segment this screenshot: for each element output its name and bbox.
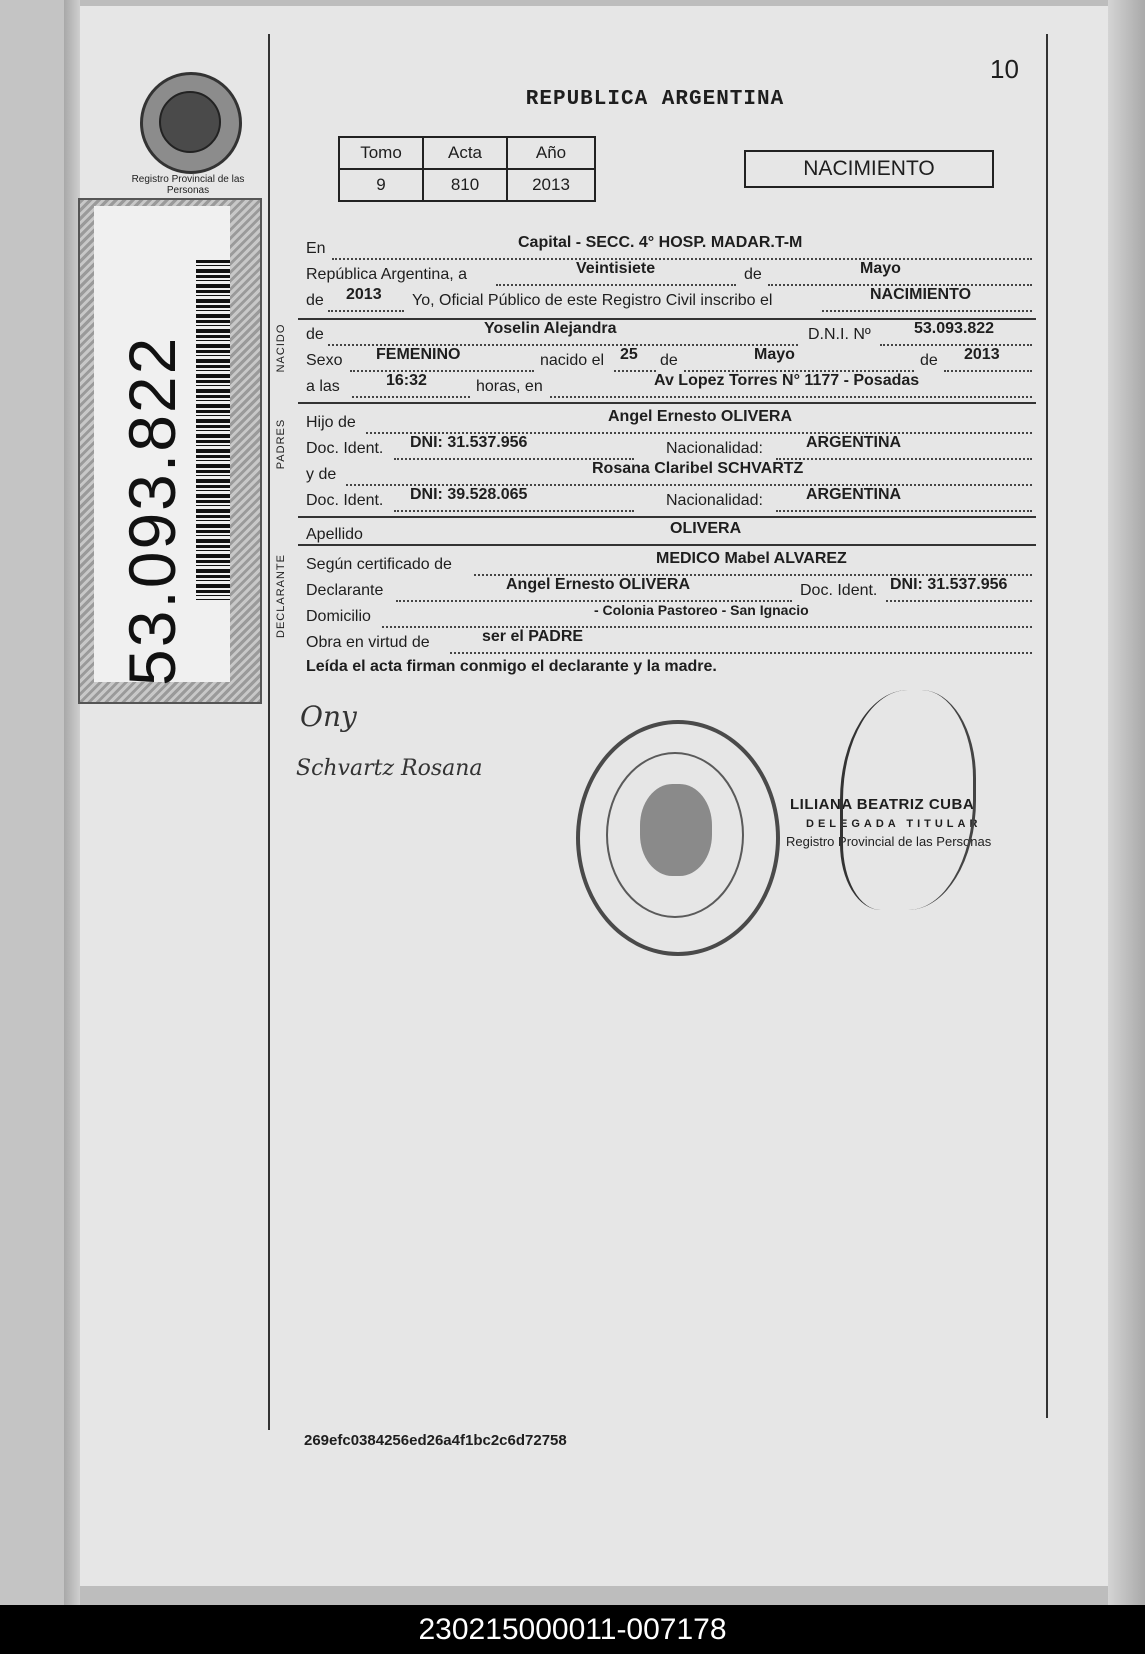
row-obra — [306, 628, 1032, 659]
label-yo-oficial: Yo, Oficial Público de este Registro Civil inscribo el — [412, 292, 773, 309]
label-de-anio: de — [920, 352, 938, 369]
label-de: de — [744, 266, 762, 283]
row-inscripcion — [306, 286, 1032, 317]
closing-statement: Leída el acta firman conmigo el declarante y la madre. — [306, 658, 717, 675]
barcode-icon — [196, 260, 230, 600]
registry-table-header — [339, 137, 595, 169]
margin-rule — [268, 34, 270, 1430]
value-sexo: FEMENINO — [376, 346, 461, 363]
label-segun-certificado: Según certificado de — [306, 556, 452, 573]
value-anio: 2013 — [507, 169, 595, 201]
value-lugar-nac: Av Lopez Torres N° 1177 - Posadas — [654, 372, 920, 389]
value-anio: 2013 — [346, 286, 382, 303]
dotted-line — [684, 352, 914, 372]
row-madre-doc — [306, 486, 1032, 517]
value-certificado: MEDICO Mabel ALVAREZ — [656, 550, 847, 567]
label-declarante: Declarante — [306, 582, 384, 599]
label-y-de: y de — [306, 466, 337, 483]
page-number: 10 — [990, 54, 1019, 84]
section-label-declarante: DECLARANTE — [275, 554, 287, 638]
value-hora: 16:32 — [386, 372, 427, 389]
label-hijo-de: Hijo de — [306, 414, 356, 431]
value-tomo: 9 — [339, 169, 423, 201]
row-hora — [306, 372, 1032, 403]
registry-table — [338, 136, 596, 202]
seal-portrait-icon — [640, 784, 712, 876]
value-nac-mes: Mayo — [754, 346, 795, 363]
value-madre-nac: ARGENTINA — [806, 486, 902, 503]
value-nac-anio: 2013 — [964, 346, 1000, 363]
row-apellido — [306, 520, 1032, 551]
value-dni: 53.093.822 — [914, 320, 995, 337]
label-apellido: Apellido — [306, 526, 363, 543]
official-signature-icon — [840, 690, 976, 910]
section-rule — [298, 544, 1036, 546]
label-nacionalidad: Nacionalidad: — [666, 440, 763, 457]
value-apellido: OLIVERA — [670, 520, 742, 537]
value-madre-doc: DNI: 39.528.065 — [410, 486, 528, 503]
value-padre-doc: DNI: 31.537.956 — [410, 434, 528, 451]
official-name: LILIANA BEATRIZ CUBA — [790, 796, 975, 813]
row-lugar — [306, 234, 1032, 265]
value-lugar: Capital - SECC. 4° HOSP. MADAR.T-M — [518, 234, 803, 251]
label-doc-ident: Doc. Ident. — [800, 582, 878, 599]
signature-mother: Schvartz Rosana — [296, 756, 483, 781]
right-rule — [1046, 34, 1048, 1418]
label-nacionalidad: Nacionalidad: — [666, 492, 763, 509]
official-role: DELEGADA TITULAR — [806, 818, 982, 830]
label-dni: D.N.I. Nº — [808, 326, 871, 343]
label-doc-ident: Doc. Ident. — [306, 440, 384, 457]
label-a-las: a las — [306, 378, 340, 395]
section-rule — [298, 516, 1036, 518]
value-padre-nac: ARGENTINA — [806, 434, 902, 451]
value-mes: Mayo — [860, 260, 901, 277]
label-nacido-el: nacido el — [540, 352, 605, 369]
signature-initials: Ony — [300, 700, 357, 733]
value-obra: ser el PADRE — [482, 628, 584, 645]
value-declarante: Angel Ernesto OLIVERA — [506, 576, 691, 593]
document-hash: 269efc0384256ed26a4f1bc2c6d72758 — [304, 1432, 567, 1449]
header-acta: Acta — [423, 137, 507, 169]
section-label-padres: PADRES — [275, 418, 287, 470]
value-nombre: Yoselin Alejandra — [484, 320, 617, 337]
value-madre: Rosana Claribel SCHVARTZ — [592, 460, 804, 477]
section-rule — [298, 402, 1036, 404]
header-tomo: Tomo — [339, 137, 423, 169]
official-organization: Registro Provincial de las Personas — [786, 834, 992, 849]
label-domicilio: Domicilio — [306, 608, 371, 625]
label-de-mes: de — [660, 352, 678, 369]
value-nac-dia: 25 — [620, 346, 638, 363]
label-republica: República Argentina, a — [306, 266, 467, 283]
value-declarante-doc: DNI: 31.537.956 — [890, 576, 1008, 593]
value-inscripcion: NACIMIENTO — [870, 286, 972, 303]
label-horas-en: horas, en — [476, 378, 543, 395]
value-padre: Angel Ernesto OLIVERA — [608, 408, 793, 425]
scan-id-footer: 230215000011-007178 — [0, 1605, 1145, 1654]
registry-table-values — [339, 169, 595, 201]
header-anio: Año — [507, 137, 595, 169]
label-obra: Obra en virtud de — [306, 634, 430, 651]
label-doc-ident: Doc. Ident. — [306, 492, 384, 509]
crest-icon — [140, 72, 242, 174]
label-de-nombre: de — [306, 326, 324, 343]
barcode-number: 53.093.822 — [115, 335, 189, 686]
section-label-nacido: NACIDO — [275, 323, 287, 373]
label-sexo: Sexo — [306, 352, 343, 369]
document-title: REPUBLICA ARGENTINA — [525, 88, 785, 111]
value-dia-letras: Veintisiete — [576, 260, 656, 277]
record-type-box: NACIMIENTO — [744, 150, 994, 188]
registro-label: Registro Provincial de las Personas — [131, 174, 245, 196]
row-domicilio — [306, 602, 1032, 633]
value-acta: 810 — [423, 169, 507, 201]
label-en: En — [306, 240, 326, 257]
page-edge — [1108, 0, 1145, 1605]
label-de2: de — [306, 292, 324, 309]
value-domicilio: - Colonia Pastoreo - San Ignacio — [594, 602, 809, 618]
